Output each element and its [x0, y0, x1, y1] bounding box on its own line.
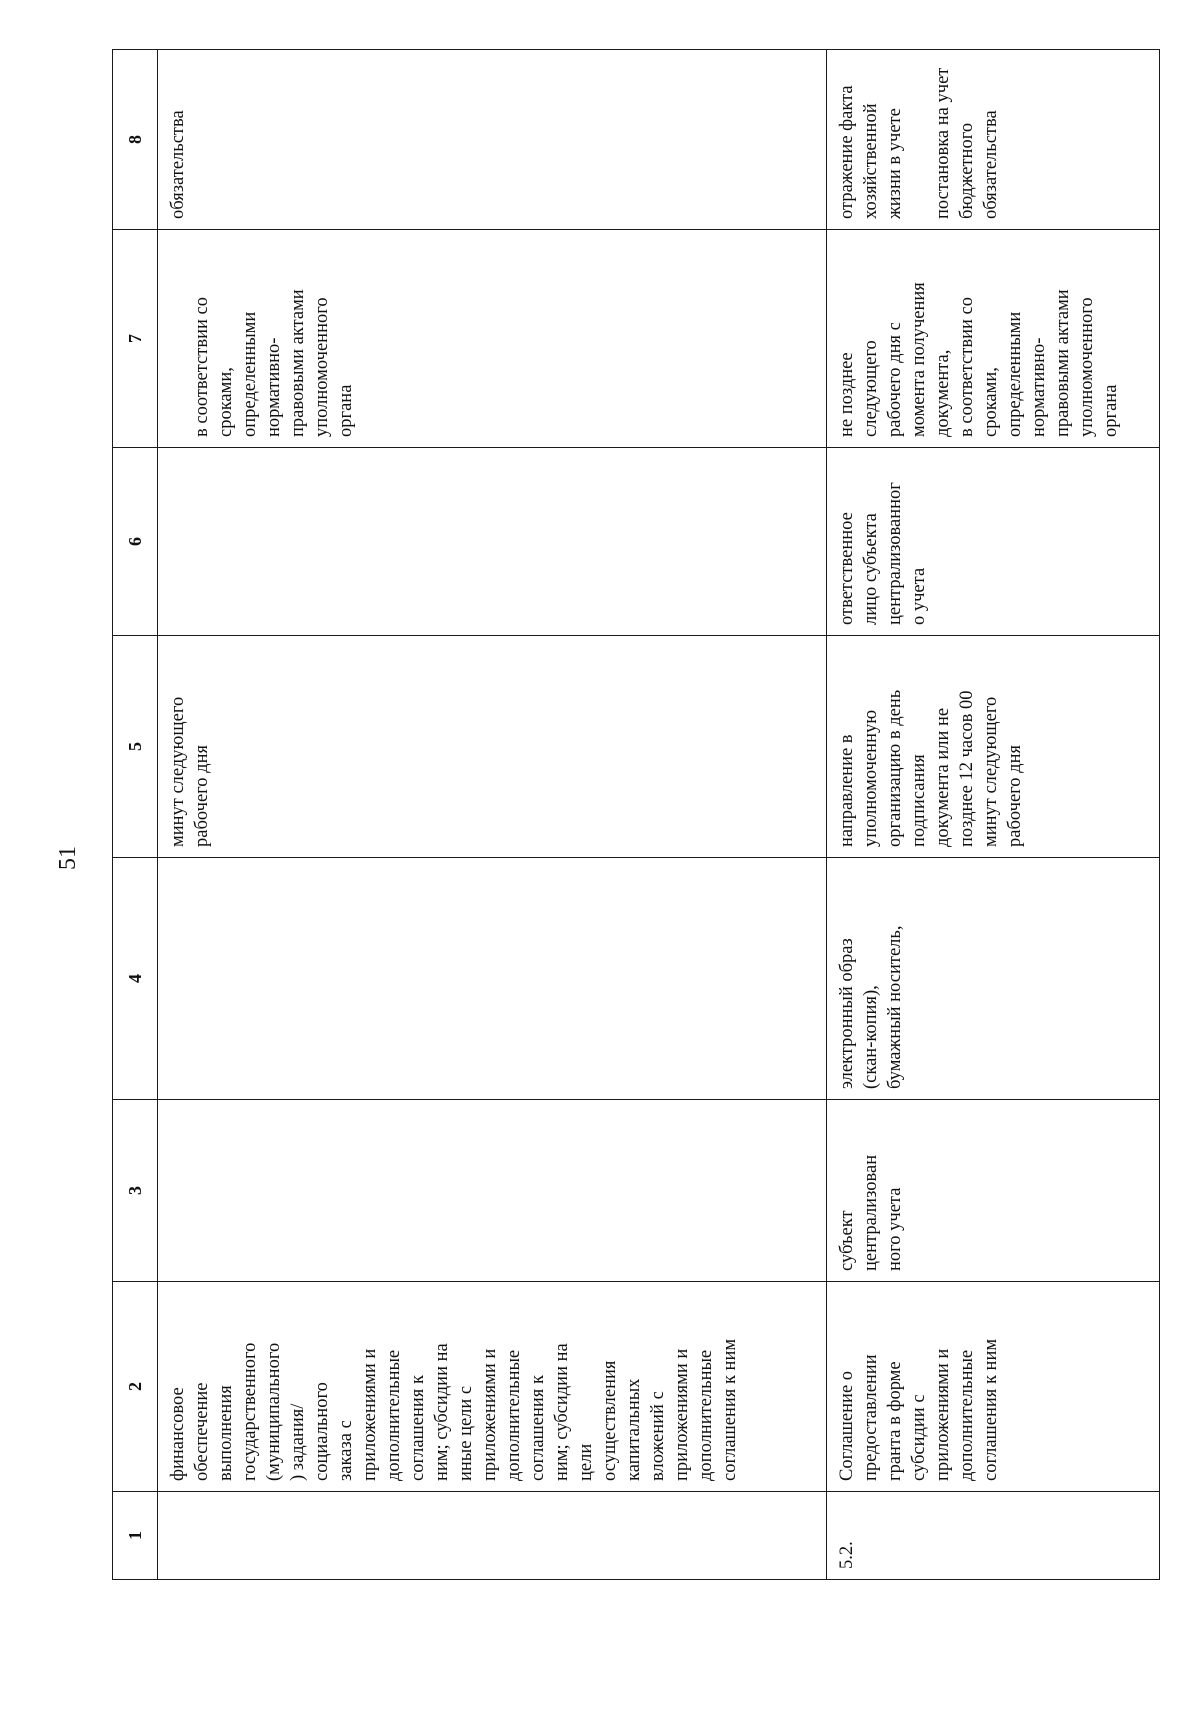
table-cell	[158, 858, 827, 1100]
rotated-page-content	[112, 50, 1124, 1580]
table-cell	[158, 1100, 827, 1282]
table-header-row	[113, 50, 158, 1580]
column-header: 7	[113, 230, 158, 448]
table-cell: субъект централизован ного учета	[827, 1100, 1160, 1282]
table-cell	[158, 448, 827, 636]
table-cell: минут следующего рабочего дня	[158, 636, 827, 858]
column-header: 5	[113, 636, 158, 858]
table-cell: не позднее следующего рабочего дня с момента получения документа, в соответствии со сроками, определенными нормативно- правовыми актами уполномоченного органа	[827, 230, 1160, 448]
table-cell: ответственное лицо субъекта централизованног о учета	[827, 448, 1160, 636]
table-cell: обязательства	[158, 50, 827, 230]
column-header: 1	[113, 1492, 158, 1580]
table-cell	[158, 1492, 827, 1580]
table-cell: финансовое обеспечение выполнения государственного (муниципального ) задания/ социального заказа с приложениями и дополнительные соглашения к ним; субсидии на иные цели с приложениями и дополнительные соглашения к ним; субсидии на цели осуществления капитальных вложений с приложениями и дополнительные соглашения к ним	[158, 1282, 827, 1492]
table-cell: в соответствии со сроками, определенными нормативно- правовыми актами уполномоченного органа	[158, 230, 827, 448]
column-header: 3	[113, 1100, 158, 1282]
table-cell: направление в уполномоченную организацию в день подписания документа или не позднее 12 часов 00 минут следующего рабочего дня	[827, 636, 1160, 858]
column-header: 4	[113, 858, 158, 1100]
document-table	[112, 49, 1160, 1580]
table-row	[827, 50, 1160, 1580]
table-row	[158, 50, 827, 1580]
page-number: 51	[55, 846, 81, 870]
table-cell: отражение факта хозяйственной жизни в учете постановка на учет бюджетного обязательства	[827, 50, 1160, 230]
table-cell: электронный образ (скан-копия), бумажный носитель,	[827, 858, 1160, 1100]
column-header: 2	[113, 1282, 158, 1492]
table-cell: Соглашение о предоставлении гранта в форме субсидии с приложениями и дополнительные соглашения к ним	[827, 1282, 1160, 1492]
column-header: 8	[113, 50, 158, 230]
table-cell: 5.2.	[827, 1492, 1160, 1580]
column-header: 6	[113, 448, 158, 636]
